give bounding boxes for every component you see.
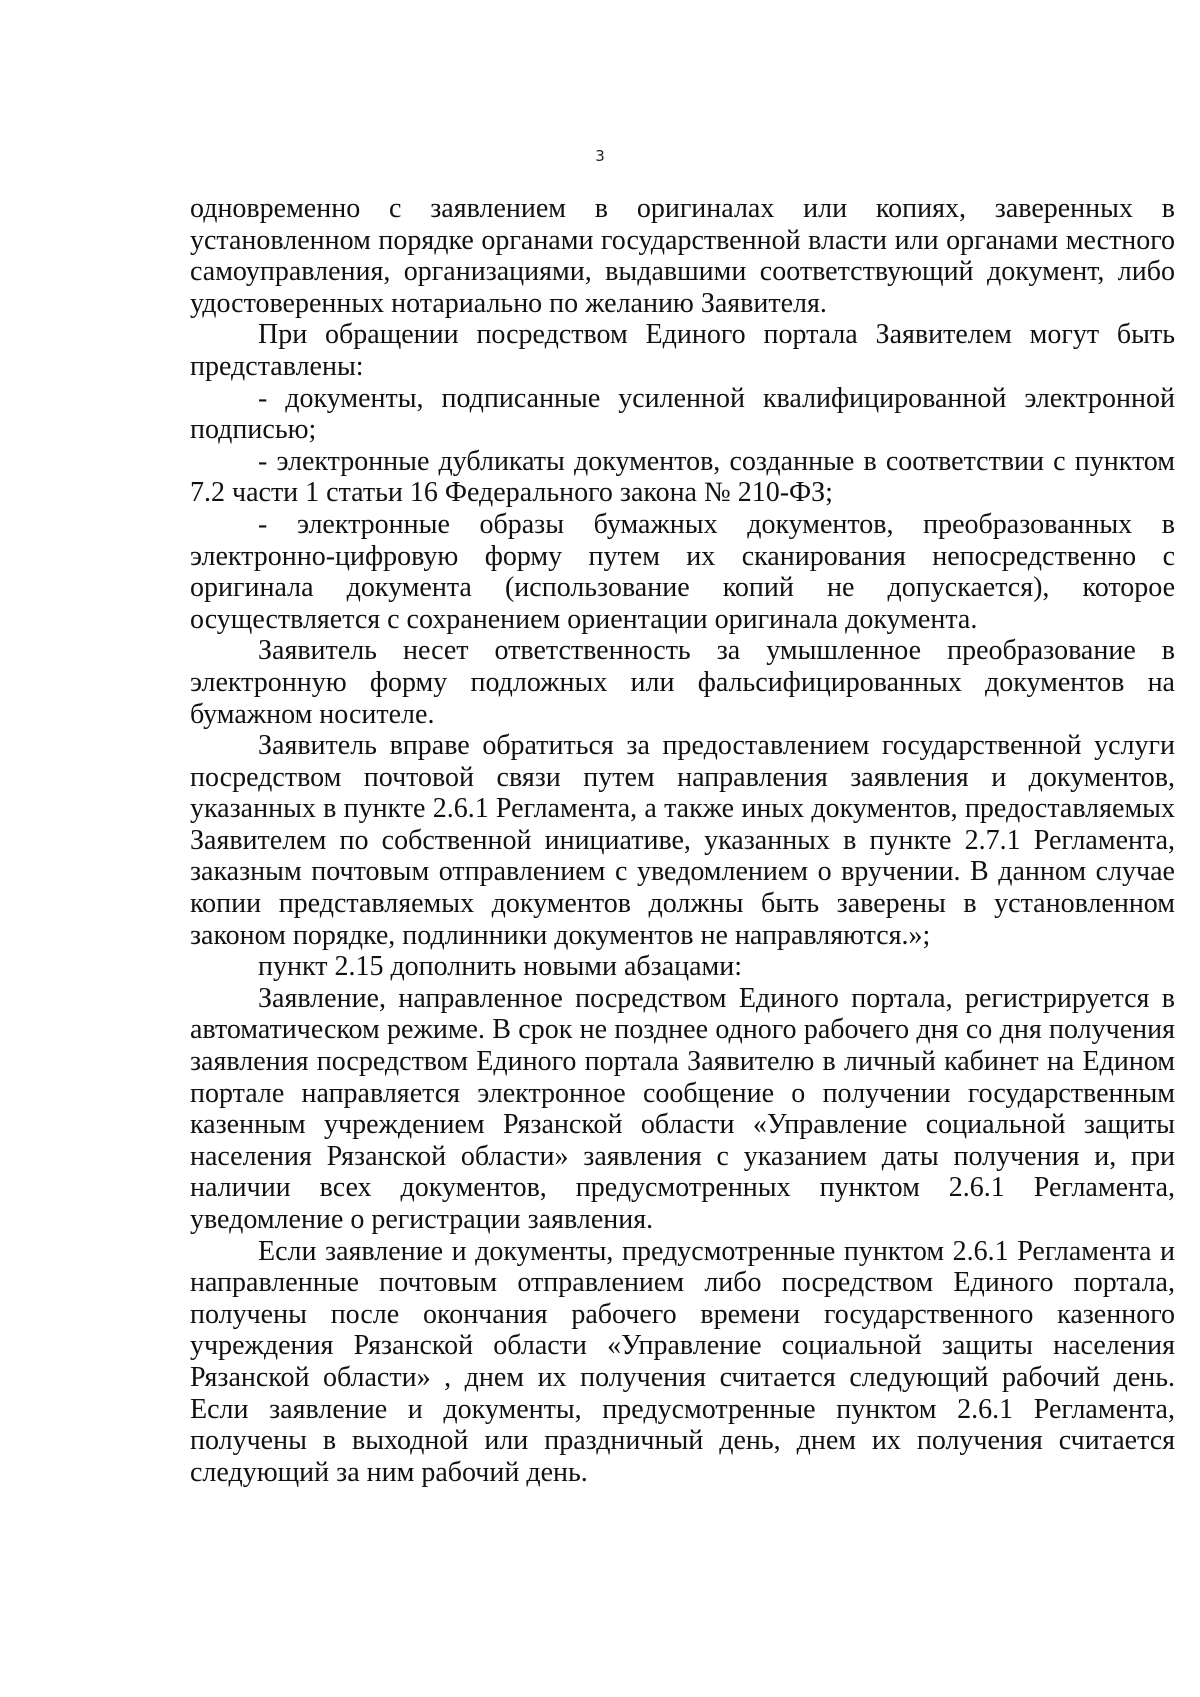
paragraph-receipt-date: Если заявление и документы, предусмотренные пунктом 2.6.1 Регламента и направленные почтовым отправлением либо посредством Единого портала, получены после окончания рабочего времени государственного казенного учреждения Рязанской области «Управление социальной защиты населения Рязанской области» , днем их получения считается следующий рабочий день. Если заявление и документы, предусмотренные пунктом 2.6.1 Регламента, получены в выходной или праздничный день, днем их получения считается следующий за ним рабочий день. (190, 1235, 1175, 1488)
paragraph-continuation: одновременно с заявлением в оригиналах или копиях, заверенных в установленном порядке органами государственной власти или органами местного самоуправления, организациями, выдавшими соответствующий документ, либо удостоверенных нотариально по желанию Заявителя. (190, 193, 1175, 319)
document-body (190, 193, 1175, 1488)
paragraph-amendment-2-15: пункт 2.15 дополнить новыми абзацами: (258, 951, 743, 983)
paragraph-registration: Заявление, направленное посредством Единого портала, регистрируется в автоматическом режиме. В срок не позднее одного рабочего дня со дня получения заявления посредством Единого портала Заявителю в личный кабинет на Едином портале направляется электронное сообщение о получении государственным казенным учреждением Рязанской области «Управление социальной защиты населения Рязанской области» заявления с указанием даты получения и, при наличии всех документов, предусмотренных пунктом 2.6.1 Регламента, уведомление о регистрации заявления. (190, 982, 1175, 1235)
paragraph-portal-documents: При обращении посредством Единого портала Заявителем могут быть представлены: (190, 319, 1175, 382)
list-item-signed-documents: - документы, подписанные усиленной квалифицированной электронной подписью; (190, 382, 1175, 446)
paragraph-responsibility: Заявитель несет ответственность за умышленное преобразование в электронную форму подложных или фальсифицированных документов на бумажном носителе. (190, 635, 1175, 730)
list-item-scanned-images: - электронные образы бумажных документов, преобразованных в электронно-цифровую форму путем их сканирования непосредственно с оригинала документа (использование копий не допускается), которое осуществляется с сохранением ориентации оригинала документа. (190, 508, 1175, 635)
list-item-electronic-duplicates: - электронные дубликаты документов, созданные в соответствии с пунктом 7.2 части 1 статьи 16 Федерального закона № 210-ФЗ; (190, 445, 1175, 509)
page-number: 3 (595, 147, 605, 165)
paragraph-postal-submission: Заявитель вправе обратиться за предоставлением государственной услуги посредством почтовой связи путем направления заявления и документов, указанных в пункте 2.6.1 Регламента, а также иных документов, предоставляемых Заявителем по собственной инициативе, указанных в пункте 2.7.1 Регламента, заказным почтовым отправлением с уведомлением о вручении. В данном случае копии представляемых документов должны быть заверены в установленном законом порядке, подлинники документов не направляются.»; (190, 730, 1175, 951)
